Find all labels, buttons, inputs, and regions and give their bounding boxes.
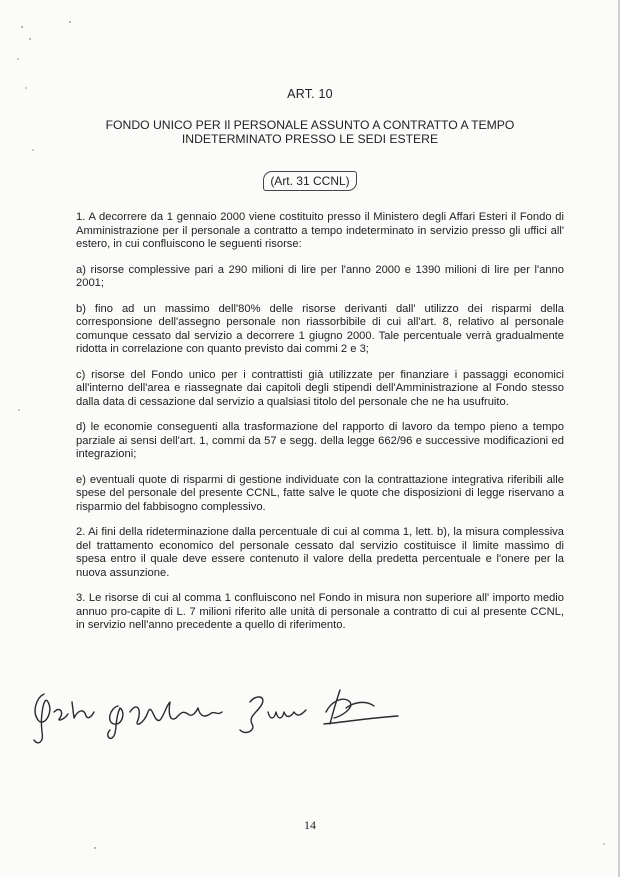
signature-4: [324, 690, 398, 724]
handwritten-signatures: [14, 672, 434, 752]
paragraph-d: d) le economie conseguenti alla trasformazione del rapporto di lavoro da tempo pieno a tempo parziale ai sensi dell'art. 1, commi da 57 e segg. della legge 662/96 e successive modificazioni ed integrazioni;: [76, 421, 564, 460]
paragraph-2: 2. Ai fini della rideterminazione dalla percentuale di cui al comma 1, lett. b), la misura complessiva del trattamento economico del personale cessato dal servizio costituisce il limite massimo di spesa entro il quale deve essere contenuto il valore della predetta percentuale e l'onere per la nuova assunzione.: [76, 526, 564, 579]
paragraph-1: 1. A decorrere da 1 gennaio 2000 viene costituito presso il Ministero degli Affari Esteri il Fondo di Amministrazione per il personale a contratto a tempo indeterminato in servizio presso gli uffici all' estero, in cui confluiscono le seguenti risorse:: [76, 211, 564, 250]
page-number: 14: [304, 818, 316, 832]
paragraph-3: 3. Le risorse di cui al comma 1 confluiscono nel Fondo in misura non superiore all' importo medio annuo pro-capite di L. 7 milioni riferito alle unità di personale a contratto di cui al presente CCNL, in servizio nell'anno precedente a quello di riferimento.: [76, 592, 564, 631]
signature-3: [240, 697, 306, 733]
article-body: [76, 211, 564, 645]
article-reference: [0, 171, 620, 191]
paragraph-a: a) risorse complessive pari a 290 milioni di lire per l'anno 2000 e 1390 milioni di lire per l'anno 2001;: [76, 263, 564, 289]
article-heading: FONDO UNICO PER Il PERSONALE ASSUNTO A CONTRATTO A TEMPO INDETERMINATO PRESSO LE SEDI ESTERE: [105, 118, 515, 146]
paragraph-e: e) eventuali quote di risparmi di gestione individuate con la contrattazione integrativa riferibili alle spese del personale del presente CCNL, fatte salve le quote che disposizioni di legge riservano a risparmio del fabbisogno complessivo.: [76, 473, 564, 513]
signature-1: [34, 694, 94, 743]
article-title: ART. 10: [287, 87, 333, 101]
article-reference-text: (Art. 31 CCNL): [263, 171, 356, 191]
paragraph-c: c) risorse del Fondo unico per i contrattisti già utilizzate per finanziare i passaggi economici all'interno dell'area e riassegnate dai capitoli degli stipendi dell'Amministrazione al Fondo stesso dalla data di cessazione dal servizio a qualsiasi titolo del personale che ne ha usufruito.: [76, 368, 564, 408]
paragraph-b: b) fino ad un massimo dell'80% delle risorse derivanti dall' utilizzo dei risparmi della corresponsione dell'assegno personale non riassorbibile di cui all'art. 8, relativo al personale comunque cessato dal servizio a decorrere 1 giugno 2000. Tale percentuale verrà gradualmente ridotta in correlazione con quanto previsto dai commi 2 e 3;: [76, 302, 564, 355]
signature-2: [108, 702, 222, 738]
